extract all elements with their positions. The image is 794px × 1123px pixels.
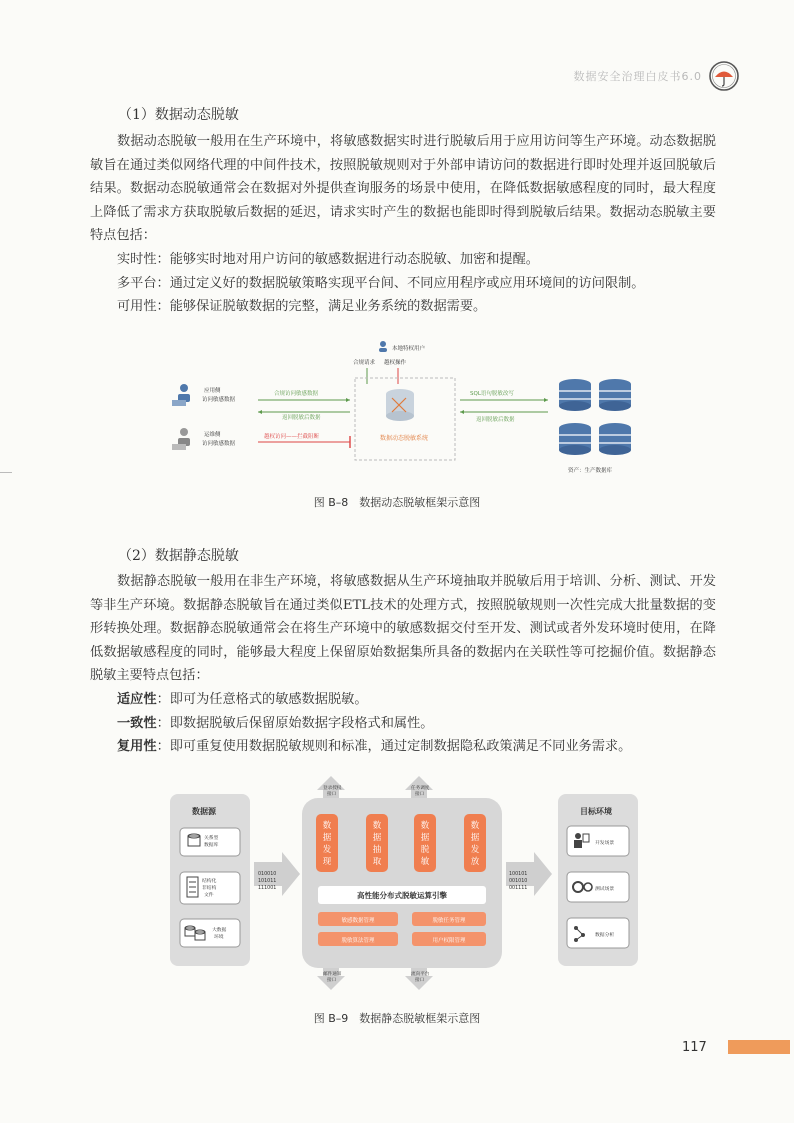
source-label: 关系型	[204, 836, 219, 841]
top-port-label: 接口	[415, 792, 425, 797]
database-icon	[559, 423, 591, 455]
module-label: 脱敏任务管理	[432, 918, 466, 924]
source-title: 数据源	[192, 807, 216, 816]
feature-desc: ：即可为任意格式的敏感数据脱敏。	[156, 691, 368, 707]
figure-dynamic-masking	[170, 338, 660, 483]
feature-term: 一致性	[117, 715, 157, 731]
stage-label: 数据抽取	[372, 821, 382, 867]
database-icon	[599, 423, 631, 455]
feature-term: 适应性	[117, 691, 157, 707]
arrow1-label: 合规访问敏感数据	[274, 391, 319, 397]
left1-role: 应用侧	[204, 388, 221, 394]
top-port-label: 任务调度	[411, 786, 430, 791]
feature-item	[90, 688, 716, 712]
binary-out: 001111	[509, 886, 528, 891]
module-label: 用户权限管理	[432, 938, 466, 944]
figure-caption: 图 B–9 数据静态脱敏框架示意图	[313, 1012, 481, 1025]
feature-item: 实时性：能够实时地对用户访问的敏感数据进行动态脱敏、加密和提醒。	[117, 251, 539, 267]
module-label: 脱敏算法管理	[341, 938, 375, 944]
section-heading-dynamic: （1）数据动态脱敏	[118, 107, 239, 123]
stage-label: 数据发现	[322, 821, 332, 867]
binary-out: 100101	[509, 872, 528, 877]
feature-item: 多平台：通过定义好的数据脱敏策略实现平台间、不同应用程序或应用环境间的访问限制。	[117, 275, 645, 291]
top-user-label: 本地特权用户	[392, 346, 426, 352]
privileged-user-icon	[379, 341, 387, 352]
bottom-port-label: 邮件通知	[323, 972, 342, 977]
ops-user-icon	[172, 428, 190, 450]
margin-mark	[0, 472, 12, 473]
stage-label: 数据发放	[470, 821, 480, 867]
figure-static-masking	[170, 776, 640, 991]
paragraph: 数据静态脱敏一般用在非生产环境，将敏感数据从生产环境抽取并脱敏后用于培训、分析、测试、开发等非生产环境。数据静态脱敏旨在通过类似ETL技术的处理方式，按照脱敏规则一次性完成大批量数据的变形转换处理。数据静态脱敏通常会在将生产环境中的敏感数据交付至开发、测试或者外发环境时使用，在降低数据敏感程度的同时，能够最大程度上保留原始数据集所具备的数据内在关联性等可挖掘价值。数据静态脱敏主要特点包括：	[90, 574, 716, 684]
top-label-compliant: 合规请求	[353, 360, 376, 366]
arrow2-label: 返回脱敏后数据	[282, 415, 321, 421]
target-title: 目标环境	[580, 807, 612, 816]
feature-term: 复用性	[117, 739, 157, 755]
left2-role: 运维侧	[204, 432, 221, 438]
figure-caption: 图 B–8 数据动态脱敏框架示意图	[313, 496, 481, 509]
binary-out: 001010	[509, 879, 528, 884]
masking-server-icon	[386, 389, 414, 421]
source-label: 数据库	[204, 843, 219, 848]
feature-desc: ：即可重复使用数据脱敏规则和标准，通过定制数据隐私政策满足不同业务需求。	[156, 739, 632, 755]
source-label: 大数据	[212, 928, 227, 933]
feature-item: 可用性：能够保证脱敏数据的完整，满足业务系统的数据需要。	[117, 299, 487, 315]
target-label: 数据分析	[595, 933, 615, 938]
app-user-icon	[172, 384, 190, 406]
target-label: 开发场景	[595, 841, 615, 846]
binary-in: 111001	[258, 886, 277, 891]
paragraph: 数据动态脱敏一般用在生产环境中，将敏感数据实时进行脱敏后用于应用访问等生产环境。动态数据脱敏旨在通过类似网络代理的中间件技术，按照脱敏规则对于外部申请访问的数据进行即时处理并返回脱敏后结果。数据动态脱敏通常会在数据对外提供查询服务的场景中使用，在降低数据敏感程度的同时，最大程度上降低了需求方获取脱敏后数据的延迟，请求实时产生的数据也能即时得到脱敏后结果。数据动态脱敏主要特点包括：	[90, 134, 716, 244]
right-bottom-label: 返回脱敏后数据	[476, 417, 515, 423]
page-number-bar	[728, 1040, 790, 1054]
arrow3-label: 越权访问——拦截阻断	[264, 434, 320, 440]
system-label: 数据动态脱敏系统	[380, 435, 429, 442]
source-label: 结构化	[202, 879, 217, 884]
bottom-port-label: 接口	[327, 978, 337, 983]
page-number: 117	[682, 1040, 707, 1055]
section-body-dynamic	[90, 130, 716, 319]
left2-action: 访问敏感数据	[202, 441, 236, 447]
top-port-label: 登录授权	[323, 786, 342, 791]
top-port-label: 接口	[327, 792, 337, 797]
feature-item	[90, 712, 716, 736]
bottom-port-label: 接口	[415, 978, 425, 983]
bottom-port-label: 流向平台	[411, 972, 430, 977]
section-body-static	[90, 570, 716, 759]
db-label: 资产：生产数据库	[568, 468, 613, 474]
engine-label: 高性能分布式脱敏运算引擎	[357, 891, 447, 900]
binary-in: 010010	[258, 872, 277, 877]
source-label: 文件	[204, 893, 214, 898]
top-label-overreach: 越权操作	[384, 360, 407, 366]
header-title: 数据安全治理白皮书6.0	[573, 70, 702, 83]
umbrella-logo-icon	[708, 60, 740, 92]
stage-label: 数据脱敏	[420, 821, 430, 867]
binary-in: 101011	[258, 879, 277, 884]
section-heading-static: （2）数据静态脱敏	[118, 548, 239, 564]
database-icon	[559, 379, 591, 411]
source-label: 环境	[214, 935, 224, 940]
right-top-label: SQL语句脱敏改写	[470, 391, 514, 397]
feature-desc: ：即数据脱敏后保留原始数据字段格式和属性。	[156, 715, 434, 731]
database-icon	[599, 379, 631, 411]
target-label: 测试场景	[595, 887, 615, 892]
module-label: 敏感数据管理	[341, 918, 375, 924]
feature-item	[90, 735, 716, 759]
left1-action: 访问敏感数据	[202, 397, 236, 403]
source-label: 非结构	[202, 886, 217, 891]
